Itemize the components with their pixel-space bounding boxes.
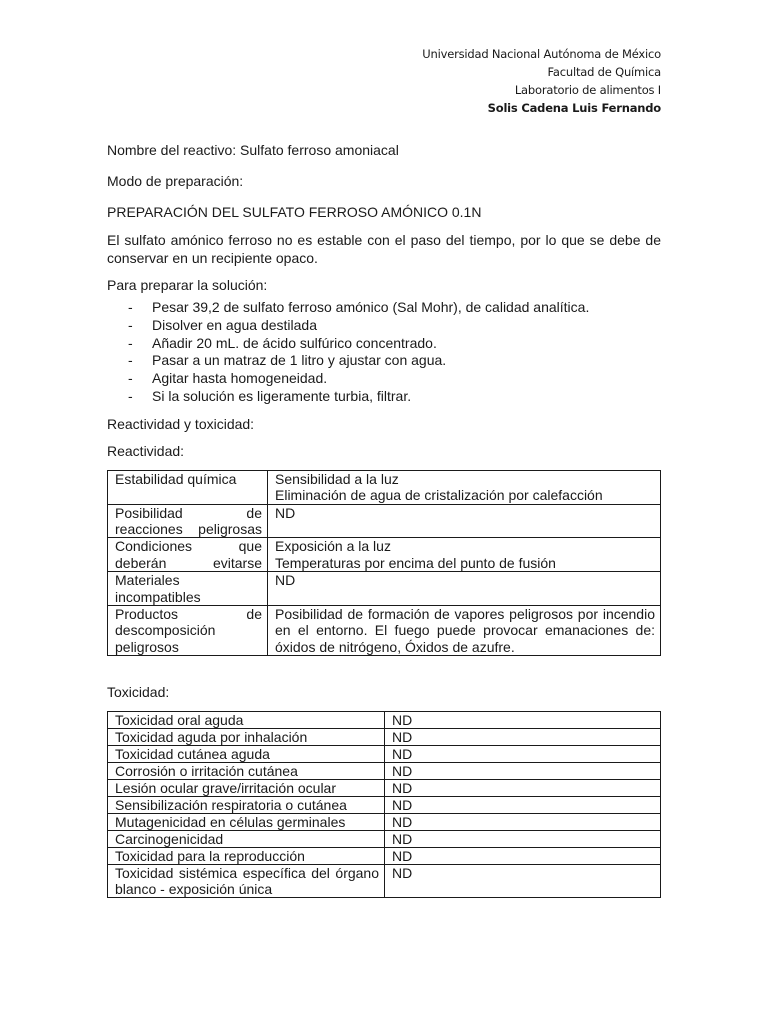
toxicity-row bbox=[108, 763, 661, 780]
toxicity-value: ND bbox=[385, 763, 661, 780]
toxicity-label: Sensibilización respiratoria o cutánea bbox=[108, 797, 385, 814]
reactivity-value: Exposición a la luz Temperaturas por encima del punto de fusión bbox=[268, 538, 661, 572]
toxicity-label: Lesión ocular grave/irritación ocular bbox=[108, 780, 385, 797]
bullet-dash: - bbox=[128, 387, 133, 404]
reactivity-row bbox=[108, 470, 661, 504]
to-prepare-heading: Para preparar la solución: bbox=[107, 277, 268, 293]
reactivity-toxicity-heading: Reactividad y toxicidad: bbox=[107, 415, 255, 432]
reactivity-row bbox=[108, 538, 661, 572]
toxicity-label: Toxicidad aguda por inhalación bbox=[108, 729, 385, 746]
preparation-step bbox=[107, 317, 661, 335]
toxicity-label: Toxicidad cutánea aguda bbox=[108, 746, 385, 763]
bullet-dash: - bbox=[128, 316, 133, 333]
toxicity-value: ND bbox=[385, 831, 661, 848]
toxicity-row bbox=[108, 814, 661, 831]
toxicity-value: ND bbox=[385, 865, 661, 898]
reactivity-row bbox=[108, 504, 661, 538]
reactivity-value: Sensibilidad a la luz Eliminación de agua de cristalización por calefacción bbox=[268, 470, 661, 504]
step-text: Pesar 39,2 de sulfato ferroso amónico (Sal Mohr), de calidad analítica. bbox=[152, 299, 590, 315]
document-body bbox=[107, 142, 661, 898]
toxicity-value: ND bbox=[385, 797, 661, 814]
toxicity-row bbox=[108, 831, 661, 848]
toxicity-table bbox=[107, 711, 661, 898]
step-text: Si la solución es ligeramente turbia, filtrar. bbox=[152, 387, 412, 404]
reactivity-label: Condiciones que deberán evitarse bbox=[108, 538, 268, 572]
toxicity-row bbox=[108, 746, 661, 763]
toxicity-row bbox=[108, 797, 661, 814]
preparation-step bbox=[107, 352, 661, 370]
toxicity-row bbox=[108, 865, 661, 898]
toxicity-value: ND bbox=[385, 712, 661, 729]
lab-name: Laboratorio de alimentos I bbox=[514, 83, 661, 97]
toxicity-value: ND bbox=[385, 780, 661, 797]
reactivity-table bbox=[107, 470, 661, 656]
reactivity-label: Posibilidad de reacciones peligrosas bbox=[108, 504, 268, 538]
author-name: Solis Cadena Luis Fernando bbox=[487, 101, 661, 115]
faculty-name: Facultad de Química bbox=[547, 65, 661, 79]
toxicity-row bbox=[108, 712, 661, 729]
toxicity-label: Toxicidad oral aguda bbox=[108, 712, 385, 729]
reactivity-value: ND bbox=[268, 572, 661, 606]
bullet-dash: - bbox=[128, 370, 133, 387]
toxicity-value: ND bbox=[385, 746, 661, 763]
intro-paragraph: El sulfato amónico ferroso no es estable con el paso del tiempo, por lo que se debe de conservar en un recipiente opaco. bbox=[107, 232, 661, 266]
toxicity-row bbox=[108, 780, 661, 797]
reactivity-value: Posibilidad de formación de vapores peligrosos por incendio en el entorno. El fuego puede provocar emanaciones de: óxidos de nitrógeno, Óxidos de azufre. bbox=[268, 606, 661, 656]
bullet-dash: - bbox=[128, 299, 133, 315]
toxicity-label: Corrosión o irritación cutánea bbox=[108, 763, 385, 780]
reactivity-heading: Reactividad: bbox=[107, 442, 185, 459]
preparation-step bbox=[107, 370, 661, 388]
document-header bbox=[422, 45, 661, 117]
preparation-step bbox=[107, 299, 661, 317]
toxicity-label: Carcinogenicidad bbox=[108, 831, 385, 848]
toxicity-label: Mutagenicidad en células germinales bbox=[108, 814, 385, 831]
toxicity-row bbox=[108, 729, 661, 746]
prep-mode-heading: Modo de preparación: bbox=[107, 173, 244, 189]
reactivity-label: Productos de descomposición peligrosos bbox=[108, 606, 268, 656]
step-text: Agitar hasta homogeneidad. bbox=[152, 370, 328, 387]
bullet-dash: - bbox=[128, 352, 133, 369]
toxicity-row bbox=[108, 848, 661, 865]
university-name: Universidad Nacional Autónoma de México bbox=[422, 47, 661, 61]
reactivity-row bbox=[108, 606, 661, 656]
bullet-dash: - bbox=[128, 334, 133, 351]
prep-title: PREPARACIÓN DEL SULFATO FERROSO AMÓNICO 0.1N bbox=[107, 204, 482, 220]
step-text: Pasar a un matraz de 1 litro y ajustar con agua. bbox=[152, 352, 447, 369]
toxicity-value: ND bbox=[385, 848, 661, 865]
toxicity-heading: Toxicidad: bbox=[107, 684, 170, 701]
reactivity-value: ND bbox=[268, 504, 661, 538]
reagent-name: Nombre del reactivo: Sulfato ferroso amoniacal bbox=[107, 142, 399, 158]
reactivity-label: Estabilidad química bbox=[108, 470, 268, 504]
toxicity-label: Toxicidad para la reproducción bbox=[108, 848, 385, 865]
step-text: Disolver en agua destilada bbox=[152, 316, 317, 333]
preparation-step bbox=[107, 388, 661, 406]
reactivity-row bbox=[108, 572, 661, 606]
toxicity-value: ND bbox=[385, 814, 661, 831]
preparation-steps-list bbox=[107, 299, 661, 406]
reactivity-label: Materiales incompatibles bbox=[108, 572, 268, 606]
preparation-step bbox=[107, 335, 661, 353]
toxicity-label: Toxicidad sistémica específica del órgano blanco - exposición única bbox=[108, 865, 385, 898]
step-text: Añadir 20 mL. de ácido sulfúrico concentrado. bbox=[152, 334, 437, 351]
toxicity-value: ND bbox=[385, 729, 661, 746]
